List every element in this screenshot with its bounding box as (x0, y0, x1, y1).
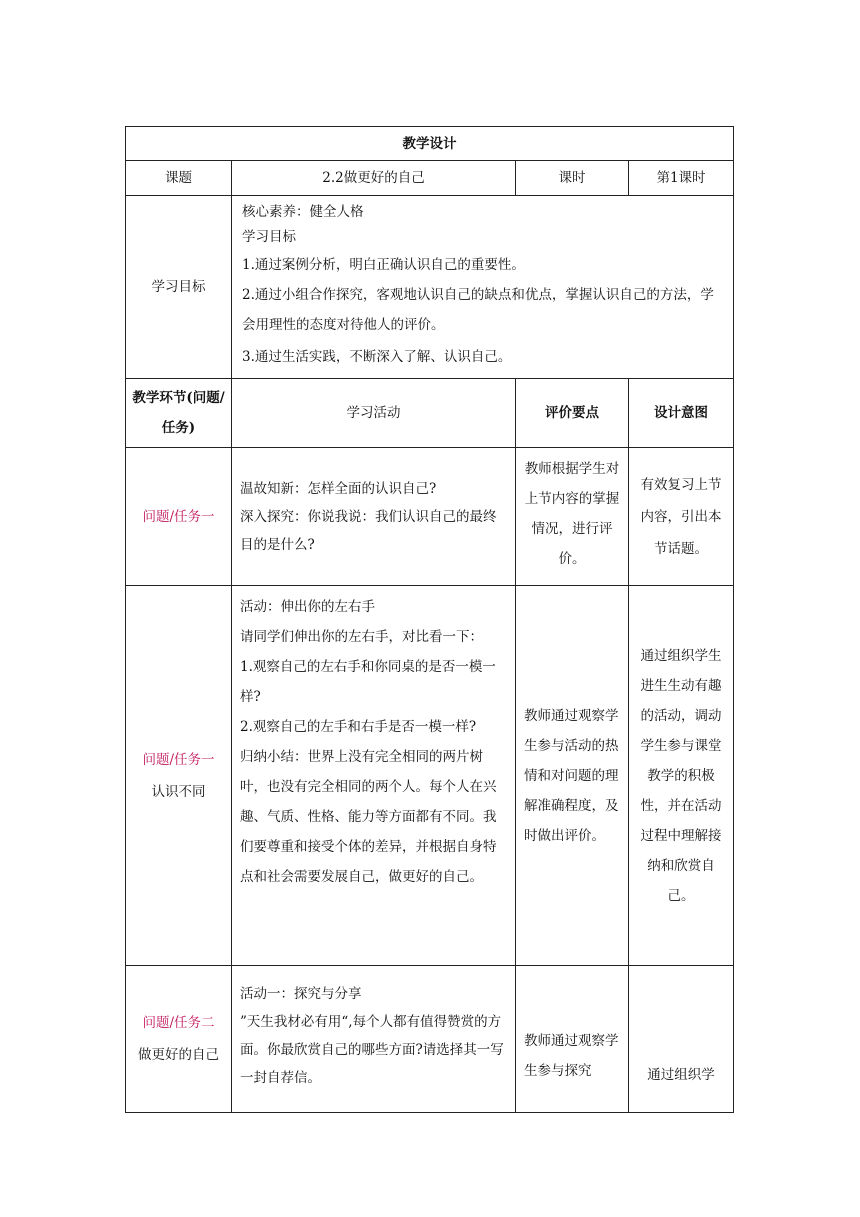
column-header-intent: 设计意图 (629, 379, 734, 448)
teaching-design-table (125, 126, 734, 1113)
table-row (126, 448, 734, 586)
activity-line: 1.观察自己的左右手和你同桌的是否一模一样? (240, 659, 496, 705)
stage-cell (126, 586, 232, 966)
activity-line: 归纳小结：世界上没有完全相同的两片树叶，也没有完全相同的两个人。每个人在兴趣、气质、性格、能力等方面都有不同。我们要尊重和接受个体的差异，并根据自身特点和社会需要发展自己，做更好的自己。 (240, 749, 497, 885)
activity-cell (232, 966, 516, 1113)
column-header-activity: 学习活动 (232, 379, 516, 448)
table-row (126, 966, 734, 1113)
stage-sublabel: 认识不同 (151, 783, 206, 800)
intent-cell: 有效复习上节内容，引出本节话题。 (629, 448, 734, 586)
period-value: 第1课时 (629, 161, 734, 196)
activity-line: ”天生我材必有用“,每个人都有值得赞赏的方面。你最欣赏自己的哪些方面?请选择其一写一封自荐信。 (240, 1014, 504, 1086)
activity-line: 活动一：探究与分享 (240, 986, 362, 1002)
stage-sublabel: 做更好的自己 (138, 1047, 219, 1063)
activity-line: 请同学们伸出你的左右手，对比看一下： (240, 629, 483, 645)
activity-line: 深入探究：你说我说：我们认识自己的最终目的是什么? (240, 508, 497, 553)
objectives-heading: 学习目标 (242, 229, 296, 245)
stage-cell (126, 966, 232, 1113)
column-header-evaluation: 评价要点 (516, 379, 629, 448)
topic-label: 课题 (126, 161, 232, 196)
stage-label: 问题/任务二 (142, 1015, 215, 1031)
period-label: 课时 (516, 161, 629, 196)
objective-item: 2.通过小组合作探究，客观地认识自己的缺点和优点，掌握认识自己的方法，学会用理性的态度对待他人的评价。 (242, 287, 714, 333)
objectives-label: 学习目标 (126, 196, 232, 379)
topic-value: 2.2做更好的自己 (232, 161, 516, 196)
objectives-cell (232, 196, 734, 379)
stage-label: 问题/任务一 (142, 751, 215, 768)
stage-label: 问题/任务一 (142, 508, 215, 525)
column-header-stage: 教学环节(问题/任务) (126, 379, 232, 448)
intent-cell: 通过组织学 (629, 966, 734, 1113)
objective-item: 1.通过案例分析，明白正确认识自己的重要性。 (242, 257, 525, 273)
table-row (126, 586, 734, 966)
core-literacy: 核心素养：健全人格 (242, 204, 364, 220)
table-title: 教学设计 (126, 127, 734, 161)
activity-line: 活动：伸出你的左右手 (240, 599, 375, 615)
activity-cell (232, 448, 516, 586)
activity-line: 2.观察自己的左手和右手是否一模一样? (240, 719, 477, 735)
evaluation-cell: 教师通过观察学生参与活动的热情和对问题的理解准确程度，及时做出评价。 (516, 586, 629, 966)
evaluation-cell: 教师通过观察学生参与探究 (516, 966, 629, 1113)
objective-item: 3.通过生活实践，不断深入了解、认识自己。 (242, 349, 512, 365)
activity-cell (232, 586, 516, 966)
activity-line: 温故知新：怎样全面的认识自己? (240, 480, 437, 497)
intent-cell: 通过组织学生进生生动有趣的活动，调动学生参与课堂教学的积极性，并在活动过程中理解接纳和欣赏自己。 (629, 586, 734, 966)
evaluation-cell: 教师根据学生对上节内容的掌握情况，进行评价。 (516, 448, 629, 586)
stage-cell (126, 448, 232, 586)
